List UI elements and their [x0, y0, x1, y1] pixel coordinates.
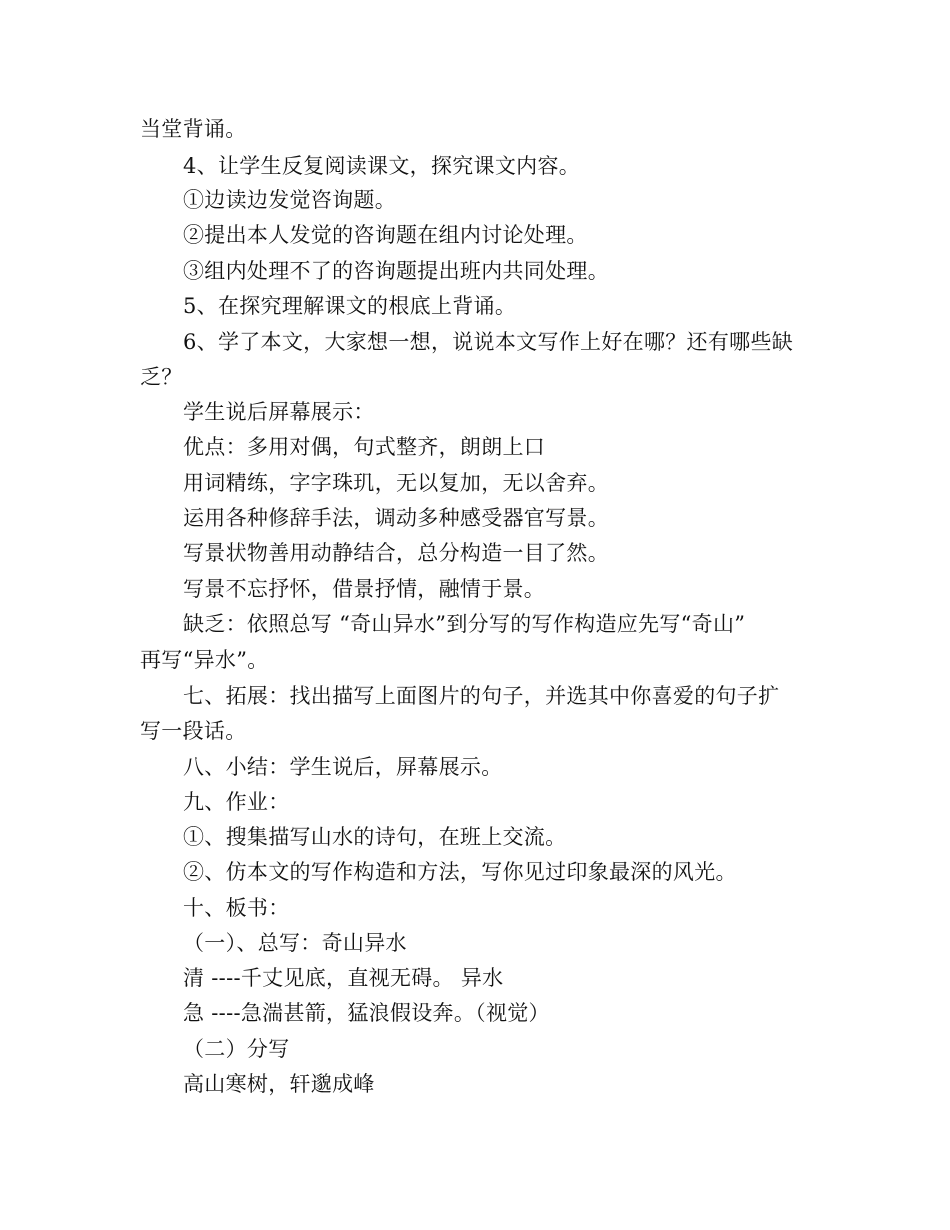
text-line: 5、在探究理解课文的根底上背诵。	[183, 294, 517, 318]
text-line: 写一段话。	[140, 719, 247, 743]
text-line: 写景不忘抒怀，借景抒情，融情于景。	[183, 577, 546, 601]
text-line: 用词精练，字字珠玑，无以复加，无以舍弃。	[183, 471, 609, 495]
text-line: 八、小结：学生说后，屏幕展示。	[183, 755, 503, 779]
text-line: 6、学了本文，大家想一想，说说本文写作上好在哪？还有哪些缺	[183, 330, 794, 354]
text-line: ②提出本人发觉的咨询题在组内讨论处理。	[183, 223, 588, 247]
text-line: 九、作业：	[183, 790, 290, 814]
text-line: 优点：多用对偶，句式整齐，朗朗上口	[183, 435, 546, 459]
text-line: ②、仿本文的写作构造和方法，写你见过印象最深的风光。	[183, 860, 737, 884]
text-line: 学生说后屏幕展示：	[183, 400, 375, 424]
text-line: ①、搜集描写山水的诗句，在班上交流。	[183, 825, 567, 849]
text-line: 乏？	[140, 365, 183, 389]
text-line: 再写“异水”。	[140, 648, 269, 672]
text-line: 十、板书：	[183, 896, 290, 920]
text-line: 七、拓展：找出描写上面图片的句子，并选其中你喜爱的句子扩	[183, 684, 780, 708]
text-line: 急 ----急湍甚箭，猛浪假设奔。（视觉）	[183, 1001, 550, 1025]
text-line: ①边读边发觉咨询题。	[183, 188, 396, 212]
text-line: ③组内处理不了的咨询题提出班内共同处理。	[183, 259, 609, 283]
text-line: 缺乏：依照总写 “奇山异水”到分写的写作构造应先写“奇山”	[183, 612, 746, 636]
text-line: 运用各种修辞手法，调动多种感受器官写景。	[183, 506, 609, 530]
text-line: 清 ----千丈见底，直视无碍。 异水	[183, 966, 504, 990]
text-line: （一）、总写：奇山异水	[183, 931, 407, 955]
text-line: 高山寒树，轩邈成峰	[183, 1072, 375, 1096]
text-line: 写景状物善用动静结合，总分构造一目了然。	[183, 541, 609, 565]
text-line: 当堂背诵。	[140, 117, 247, 141]
text-line: （二）分写	[183, 1037, 290, 1061]
text-line: 4、让学生反复阅读课文，探究课文内容。	[183, 154, 581, 178]
